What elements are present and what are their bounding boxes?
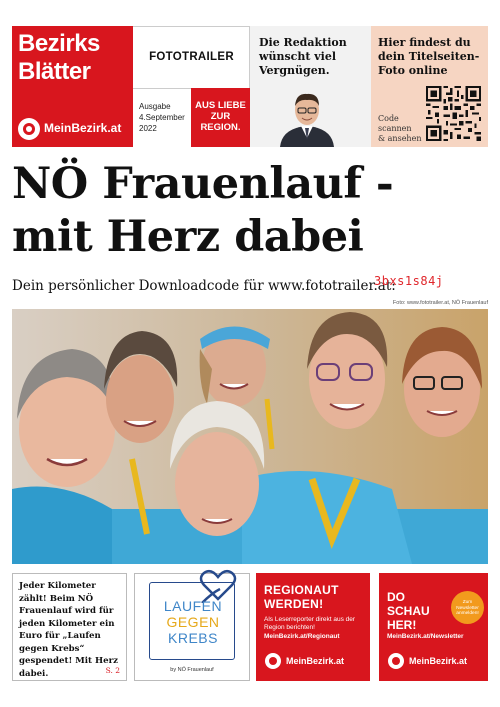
- headline-line-2: mit Herz dabei: [12, 212, 364, 262]
- meinbezirk-logo-icon: [265, 653, 281, 669]
- regionaut-link[interactable]: MeinBezirk.at/Regionaut: [264, 633, 340, 640]
- bezirksblaetter-logo[interactable]: [12, 26, 133, 147]
- regionaut-subtitle: Als Leserreporter direkt aus der Region berichten!: [264, 616, 356, 631]
- logo-line-krebs: KREBS: [168, 630, 218, 646]
- download-instruction: Dein persönlicher Downloadcode für www.fototrailer.at:: [12, 278, 396, 294]
- code-hint-line-3: & ansehen: [378, 134, 422, 143]
- logo-footer: by NÖ Frauenlauf: [170, 667, 214, 673]
- cover-photo-box: [371, 26, 488, 147]
- edition-box: [133, 88, 191, 147]
- slogan-line-1: AUS LIEBE: [195, 100, 246, 111]
- regionaut-brand: MeinBezirk.at: [286, 656, 345, 666]
- slogan-line-3: REGION.: [200, 122, 241, 133]
- regionaut-ad[interactable]: [256, 573, 370, 681]
- newsletter-badge[interactable]: Zum Newsletter anmelden!: [451, 591, 484, 624]
- logo-line-laufen: LAUFEN: [163, 598, 223, 614]
- newsletter-title: DO SCHAU HER!: [387, 590, 430, 632]
- headline-line-1: NÖ Frauenlauf -: [12, 159, 394, 209]
- download-code[interactable]: 3bxs1s84j: [374, 274, 444, 288]
- logo-line-gegen: GEGEN: [166, 614, 220, 630]
- qr-code-icon[interactable]: [426, 86, 481, 141]
- edition-line-2: 4.September: [139, 113, 185, 122]
- slogan-line-2: ZUR: [210, 111, 231, 122]
- cover-photo-text: Hier findest du dein Titelseiten-Foto online: [378, 36, 480, 77]
- teaser-text: Jeder Kilometer zählt! Beim NÖ Frauenlauf wird für jeden Kilometer ein Euro für „Laufen gegen Krebs“ gespendet! Mit Herz dabei.: [19, 581, 118, 679]
- section-label: FOTOTRAILER: [149, 51, 234, 63]
- logo-frame: [149, 582, 235, 660]
- page-reference[interactable]: S. 2: [105, 666, 120, 675]
- editor-text: Die Redaktion wünscht viel Vergnügen.: [259, 36, 347, 77]
- regionaut-title: REGIONAUT WERDEN!: [264, 583, 339, 611]
- meinbezirk-logo-icon: [388, 653, 404, 669]
- slogan-box: [191, 88, 250, 147]
- code-hint-line-1: Code: [378, 114, 399, 123]
- meinbezirk-brand: MeinBezirk.at: [44, 121, 122, 135]
- laufen-gegen-krebs-logo: [134, 573, 250, 681]
- group-photo: [12, 309, 488, 564]
- code-hint-line-2: scannen: [378, 124, 412, 133]
- section-box: [133, 26, 250, 88]
- newsletter-brand: MeinBezirk.at: [409, 656, 468, 666]
- editor-box: [250, 26, 371, 147]
- edition-line-3: 2022: [139, 124, 157, 133]
- edition-line-1: Ausgabe: [139, 102, 171, 111]
- photo-credit: Foto: www.fototrailer.at, NÖ Frauenlauf: [392, 300, 488, 306]
- page-title: [12, 158, 492, 264]
- newsletter-link[interactable]: MeinBezirk.at/Newsletter: [387, 633, 464, 640]
- editor-portrait-icon: [272, 88, 342, 147]
- newsletter-ad[interactable]: [379, 573, 488, 681]
- teaser-box: [12, 573, 127, 681]
- logo-line-2: Blätter: [18, 58, 91, 85]
- logo-line-1: Bezirks: [18, 30, 100, 57]
- code-hint: [378, 114, 421, 144]
- meinbezirk-logo-icon: [18, 118, 40, 140]
